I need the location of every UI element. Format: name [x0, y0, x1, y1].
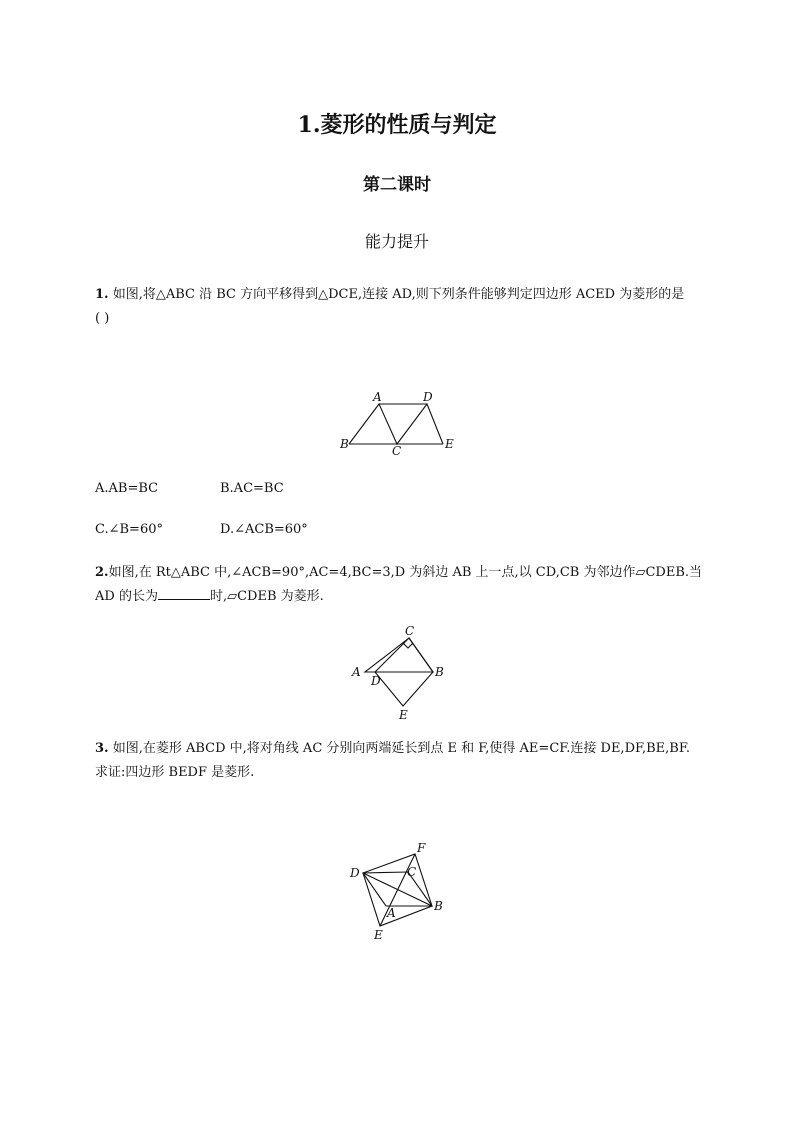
question-3-line2: 求证:四边形 BEDF 是菱形. — [95, 765, 255, 780]
figure-3-label-f: F — [417, 841, 426, 855]
question-1-text: 如图,将△ABC 沿 BC 方向平移得到△DCE,连接 AD,则下列条件能够判定四边形 ACED 为菱形的是 — [112, 287, 685, 302]
figure-3-diagonal-BD — [363, 873, 432, 906]
question-3-line1 — [95, 737, 705, 761]
figure-2-triangle-ABC — [365, 638, 433, 672]
option-c: C.∠B=60° — [95, 522, 163, 537]
question-2 — [95, 561, 705, 609]
option-b: B.AC=BC — [220, 481, 284, 496]
question-2-line1 — [95, 561, 705, 585]
question-3-number: 3. — [95, 741, 109, 756]
figure-2-label-a: A — [352, 665, 361, 679]
question-3-text: 如图,在菱形 ABCD 中,将对角线 AC 分别向两端延长到点 E 和 F,使得 AE=CF.连接 DE,DF,BE,BF. — [112, 741, 690, 756]
option-d: D.∠ACB=60° — [220, 522, 308, 537]
figure-2-label-b: B — [435, 665, 444, 679]
section-heading: 能力提升 — [364, 232, 429, 251]
question-2-line2 — [95, 585, 705, 609]
question-2-text: 如图,在 Rt△ABC 中,∠ACB=90°,AC=4,BC=3,D 为斜边 AB 上一点,以 CD,CB 为邻边作▱CDEB.当 — [108, 565, 703, 580]
question-1-number: 1. — [95, 287, 109, 302]
question-3 — [95, 737, 705, 785]
figure-3-label-e: E — [374, 928, 383, 942]
figure-2-right-triangle-rhombus — [345, 624, 455, 724]
figure-3-rhombus-BEDF — [345, 840, 455, 945]
question-1 — [95, 283, 705, 331]
question-2-number: 2. — [95, 565, 109, 580]
figure-2-right-angle-mark — [403, 643, 413, 648]
figure-3-label-a: A — [387, 906, 396, 920]
figure-3-label-b: B — [434, 899, 443, 913]
figure-3-label-c: C — [407, 865, 417, 879]
page-title: 1.菱形的性质与判定 — [297, 112, 497, 138]
figure-3-label-d: D — [350, 866, 360, 880]
lesson-subtitle: 第二课时 — [363, 175, 431, 195]
figure-1-translated-triangles — [335, 388, 465, 460]
figure-2-label-d: D — [371, 674, 381, 688]
answer-blank[interactable] — [158, 585, 210, 600]
question-2-text-after-blank: 时,▱CDEB 为菱形. — [209, 589, 324, 604]
figure-1-label-c: C — [392, 444, 402, 458]
question-2-text-before-blank: AD 的长为 — [95, 589, 158, 604]
figure-2-label-e: E — [399, 708, 408, 722]
question-1-line2: ( ) — [95, 311, 110, 326]
figure-1-label-a: A — [373, 390, 382, 404]
figure-2-label-c: C — [405, 624, 415, 638]
question-1-line1 — [95, 283, 705, 307]
option-a: A.AB=BC — [95, 481, 159, 496]
figure-1-label-d: D — [423, 390, 433, 404]
figure-1-zigzag — [349, 404, 443, 444]
figure-1-label-b: B — [340, 437, 349, 451]
figure-1-label-e: E — [445, 437, 454, 451]
